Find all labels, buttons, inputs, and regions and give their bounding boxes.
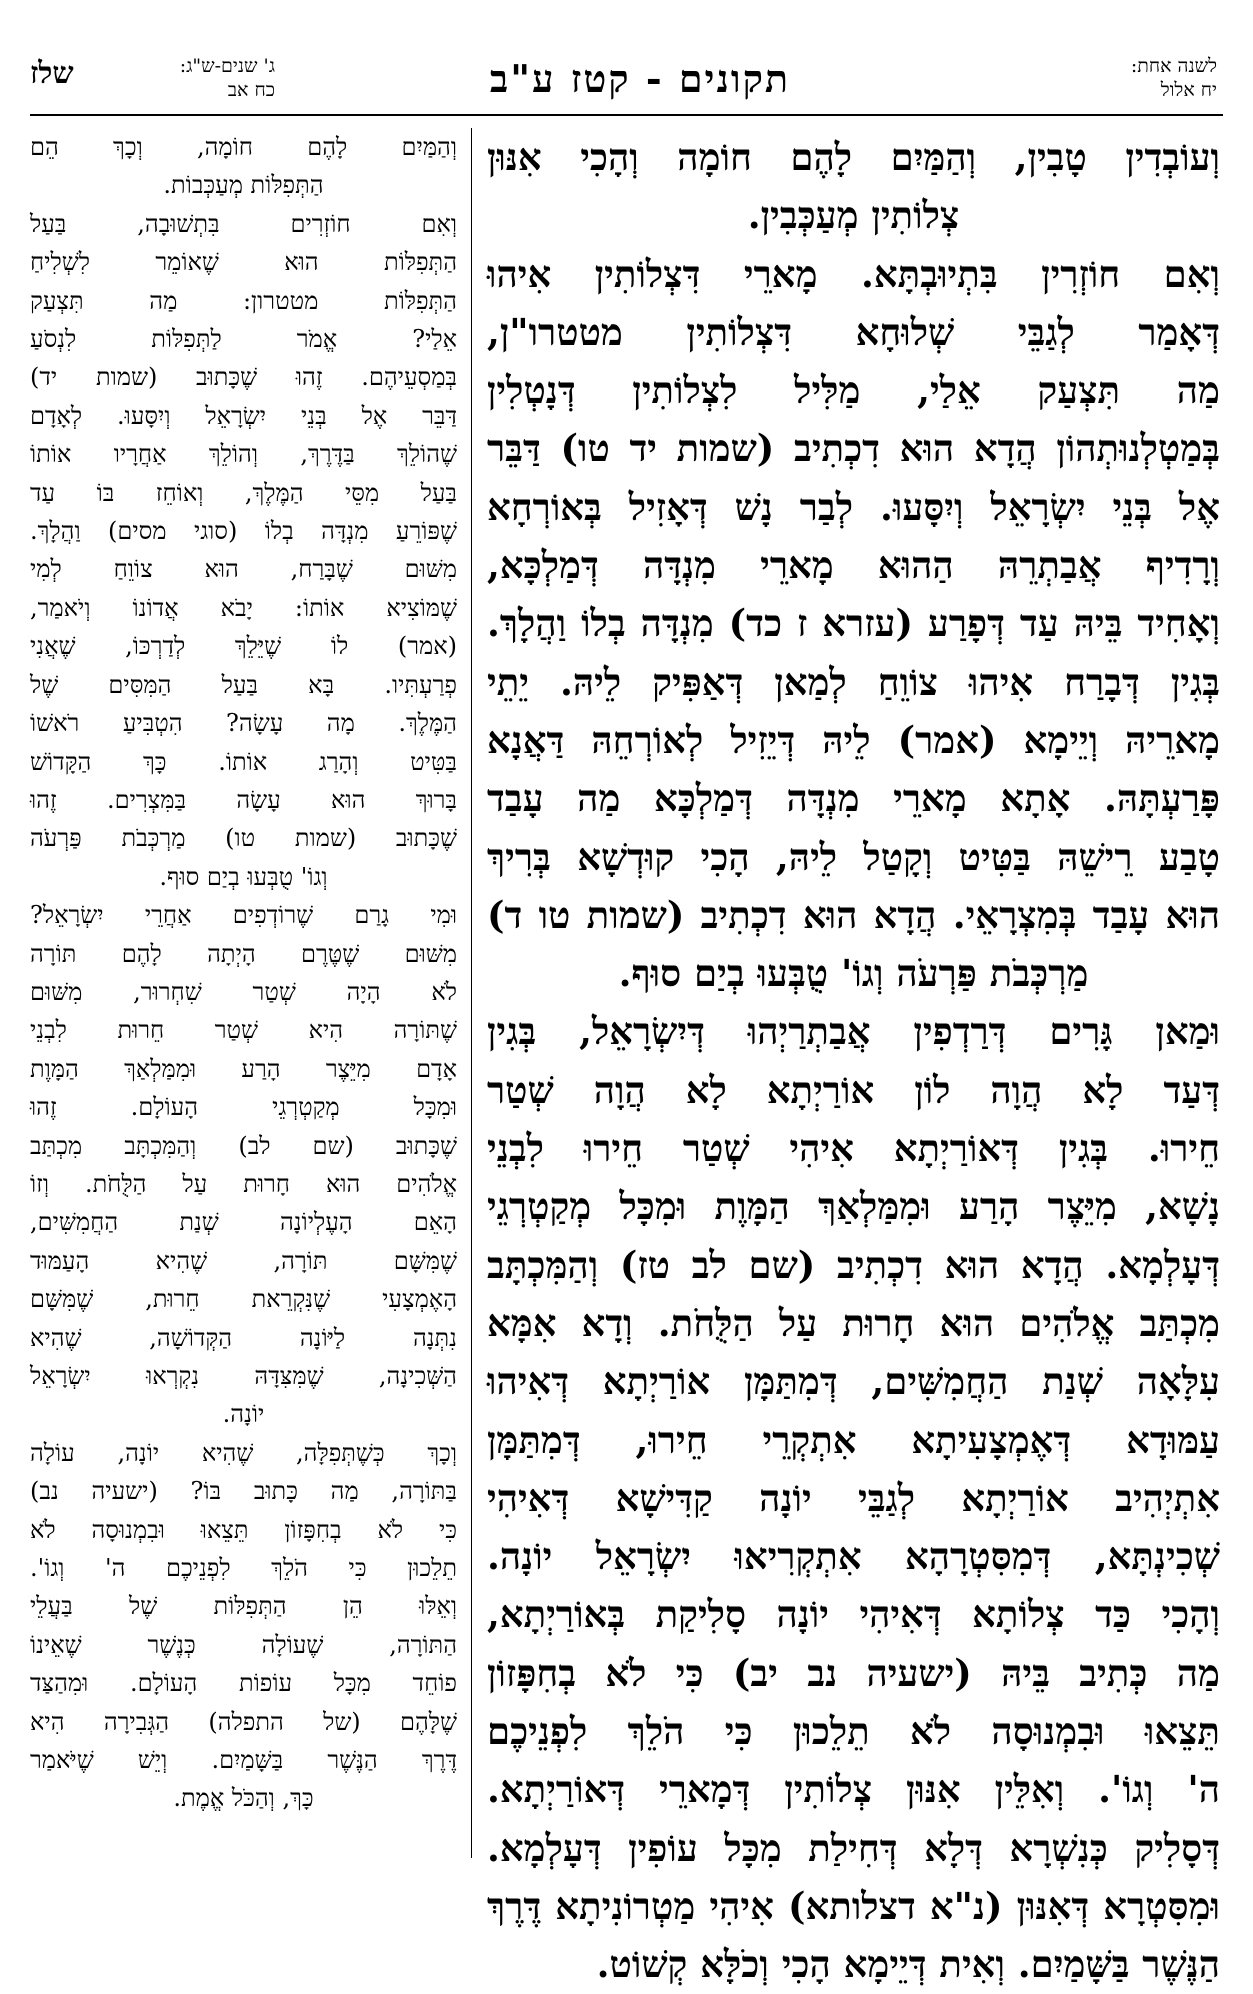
text-line: בַּתּוֹרָה, מַה כָּתוּב בּוֹ? (ישעיה נב) bbox=[30, 1477, 457, 1506]
text-line: חֵירוּ. בְּגִין דְּאוֹרַיְתָא אִיהִי שְׁטַר חֵירוּ לִבְנֵי bbox=[487, 1126, 1220, 1171]
text-line: בָּרוּךְ הוּא עָשָׂה בַּמִּצְרִים. זֶהוּ bbox=[30, 785, 457, 814]
text-line: מַה כְּתִיב בֵּיהּ (ישעיה נב יב) כִּי לֹא בְחִפָּזוֹן bbox=[487, 1650, 1220, 1695]
text-line: דֶּרֶךְ הַנֶּשֶׁר בַּשָּׁמַיִם. וְיֵשׁ שֶׁיֹּאמַר bbox=[30, 1746, 457, 1775]
text-line: מִכְתַּב אֱלֹהִים הוּא חָרוּת עַל הַלֻּחֹת. וְדָא אִמָּא bbox=[487, 1300, 1220, 1345]
text-line: מִשּׁוּם שֶׁטֶּרֶם הָיְתָה לָהֶם תּוֹרָה bbox=[30, 939, 457, 968]
text-line: שֶׁמִּשָּׁם תּוֹרָה, שֶׁהִיא הָעַמּוּד bbox=[30, 1246, 457, 1275]
text-line: לֹא הָיָה שְׁטַר שִׁחְרוּר, מִשּׁוּם bbox=[30, 977, 457, 1006]
text-line: דַּבֵּר אֶל בְּנֵי יִשְׂרָאֵל וְיִסָּעוּ. לְאָדָם bbox=[30, 401, 457, 430]
page-header bbox=[30, 54, 1223, 116]
text-line: שֶׁמּוֹצִיא אוֹתוֹ: יָבֹא אֲדוֹנוֹ וְיֹאמַר, bbox=[30, 593, 457, 622]
text-line: הַנֶּשֶׁר בַּשָּׁמַיִם. וְאִית דְּיֵימָא הָכִי וְכֹלָּא קְשׁוֹט. bbox=[596, 1942, 1220, 1987]
text-line: וְגוֹ' טֻבְּעוּ בְיַם סוּף. bbox=[159, 862, 328, 891]
schedule-one-year-label: לשנה אחת: bbox=[1130, 55, 1217, 77]
text-line: שֶׁלָּהֶם (של התפלה) הַגְּבִירָה הִיא bbox=[30, 1707, 457, 1736]
text-line: דְּעַד לָא הֲוָה לוֹן אוֹרַיְתָא לָא הֲוָה שְׁטַר bbox=[487, 1067, 1220, 1112]
text-line: בְּמַסְעֵיהֶם. זֶהוּ שֶׁכָּתוּב (שמות יד) bbox=[30, 363, 457, 392]
text-line: וְעוֹבְדִין טָבִין, וְהַמַּיִם לָהֶם חוֹמָה וְהָכִי אִנּוּן bbox=[487, 135, 1220, 179]
text-line: אָדָם מִיֵּצֶר הָרַע וּמִמַּלְאַךְ הַמָּוֶת bbox=[30, 1054, 457, 1083]
text-line: דְּסָלִיק כְּנִשְׁרָא דְּלָא דְּחִילַת מִכָּל עוֹפִין דְּעָלְמָא. bbox=[487, 1825, 1220, 1870]
text-line: כִּי לֹא בְחִפָּזוֹן תֵּצֵאוּ וּבִמְנוּסָה לֹא bbox=[30, 1515, 457, 1544]
text-line: מַרְכְּבֹת פַּרְעֹה וְגוֹ' טֻבְּעוּ בְיַם סוּף. bbox=[618, 951, 1089, 996]
text-line: הוּא עָבַד בְּמִצְרָאֵי. הֲדָא הוּא דִכְתִיב (שמות טו ד) bbox=[487, 892, 1220, 937]
text-line: עִלָּאָה שְׁנַת הַחֲמִשִּׁים, דְּמִתַּמָּן אוֹרַיְתָא דְּאִיהוּ bbox=[487, 1359, 1220, 1404]
page-number: שלז bbox=[30, 56, 74, 91]
text-line: הָאֶמְצָעִי שֶׁנִּקְרֵאת חֵרוּת, שֶׁמִּשָּׁם bbox=[30, 1285, 457, 1314]
text-line: הַמֶּלֶךְ. מָה עָשָׂה? הִטְבִּיעַ רֹאשׁוֹ bbox=[30, 709, 457, 738]
column-divider bbox=[471, 128, 472, 1858]
text-line: וְהַמַּיִם לָהֶם חוֹמָה, וְכָךְ הֵם bbox=[30, 133, 457, 161]
text-line: שֶׁתּוֹרָה הִיא שְׁטַר חֵרוּת לִבְנֵי bbox=[30, 1016, 457, 1045]
text-line: תֵלֵכוּן כִּי הֹלֵךְ לִפְנֵיכֶם ה' וְגוֹ'. bbox=[30, 1554, 457, 1583]
text-line: שְׁכִינְתָּא, דְּמִסִּטְרָהָא אִתְקְרִיאוּ יִשְׂרָאֵל יוֹנָה. bbox=[487, 1534, 1220, 1579]
schedule-one-year bbox=[1131, 54, 1217, 102]
text-line: תֵּצֵאוּ וּבִמְנוּסָה לֹא תֵלֵכוּן כִּי הֹלֵךְ לִפְנֵיכֶם bbox=[487, 1709, 1220, 1754]
text-line: הַתְּפִלּוֹת מטטרון: מַה תִּצְעַק bbox=[30, 286, 457, 315]
text-line: מָארֵיהּ וְיֵימָא (אמר) לֵיהּ דְּיֵזִיל לְאוֹרְחֵהּ דַּאֲנָא bbox=[487, 717, 1220, 762]
text-line: שֶׁפּוֹרֵעַ מִנְדָּה בְלוֹ (סוגי מסים) וַהֲלָךְ. bbox=[30, 517, 457, 546]
text-line: פוֹחֵד מִכָּל עוֹפוֹת הָעוֹלָם. וּמִהַצַּד bbox=[30, 1669, 457, 1698]
text-line: וְאִם חוֹזְרִין בִּתְיוּבְתָּא. מָארֵי דִּצְלוֹתִין אִיהוּ bbox=[487, 251, 1220, 296]
text-line: עַמּוּדָא דְּאֶמְצָעִיתָא אִתְקְרֵי חֵירוּ, דְּמִתַּמָּן bbox=[487, 1417, 1220, 1462]
text-line: בַּעַל מִסֵּי הַמֶּלֶךְ, וְאוֹחֵז בּוֹ עַד bbox=[30, 478, 457, 507]
text-line: וּמַאן גָּרִים דְּרַדְפִין אֲבַתְרַיְהוּ דְּיִשְׂרָאֵל, בְּגִין bbox=[487, 1009, 1220, 1054]
text-line: אִתְיְהִיב אוֹרַיְתָא לְגַבֵּי יוֹנָה קַדִּישָׁא דְּאִיהִי bbox=[487, 1475, 1220, 1520]
text-line: (אמר) לוֹ שֶׁיֵּלֵךְ לְדַרְכּוֹ, שֶׁאֲנִי bbox=[30, 632, 457, 661]
text-line: בְּגִין דְּבָרַח אִיהוּ צוֹוֵחַ לְמַאן דְּאַפִּיק לֵיהּ. יֵתֵי bbox=[487, 659, 1220, 704]
text-line: ה' וְגוֹ'. וְאִלֵּין אִנּוּן צְלוֹתִין דְּמָארֵי דְּאוֹרַיְתָא. bbox=[487, 1767, 1220, 1812]
translation-text-column bbox=[30, 128, 457, 1858]
text-line: טָבַע רֵישֵׁהּ בַּטִּיט וְקָטַל לֵיהּ, הָכִי קוּדְשָׁא בְּרִיךְ bbox=[487, 834, 1220, 879]
text-line: מַה תִּצְעַק אֵלַי, מַלִּיל לִצְלוֹתִין דְּנָטְלִין bbox=[487, 368, 1220, 413]
main-aramaic-text-column bbox=[487, 128, 1220, 1987]
text-line: הַתְּפִלּוֹת הוּא שֶׁאוֹמֵר לִשְׁלִיחַ bbox=[30, 248, 457, 277]
text-line: כָּךְ, וְהַכֹּל אֱמֶת. bbox=[173, 1784, 314, 1813]
text-line: שֶׁכָּתוּב (שם לב) וְהַמִּכְתָּב מִכְתַּב bbox=[30, 1131, 457, 1160]
text-line: אֶל בְּנֵי יִשְׂרָאֵל וְיִסָּעוּ. לְבַר נָשׁ דְּאָזִיל בְּאוֹרְחָא bbox=[487, 484, 1220, 529]
schedule-three-years-date: כח אב bbox=[227, 79, 275, 101]
text-line: דְּעָלְמָא. הֲדָא הוּא דִכְתִיב (שם לב טז) וְהַמִּכְתָּב bbox=[487, 1242, 1220, 1287]
text-line: וְהָכִי כַּד צְלוֹתָא דְּאִיהִי יוֹנָה סָלִיקַת בְּאוֹרַיְתָא, bbox=[487, 1592, 1220, 1637]
text-line: נִתְּנָה לַיּוֹנָה הַקְּדוֹשָׁה, שֶׁהִיא bbox=[30, 1323, 457, 1352]
text-line: אֵלַי? אֱמֹר לַתְּפִלּוֹת לִנְסֹעַ bbox=[30, 325, 457, 354]
text-line: שֶׁהוֹלֵךְ בַּדֶּרֶךְ, וְהוֹלֵךְ אַחֲרָיו אוֹתוֹ bbox=[30, 440, 457, 469]
text-line: וְרָדִיף אֲבַתְרֵהּ הַהוּא מָארֵי מִנְדָּה דְּמַלְכָּא, bbox=[487, 543, 1220, 588]
text-line: בְּמַטְלְנוּתְהוֹן הֲדָא הוּא דִכְתִיב (שמות יד טו) דַּבֵּר bbox=[487, 426, 1220, 471]
schedule-three-years bbox=[125, 54, 275, 102]
text-line: פָּרַעְתָּהּ. אָתָא מָארֵי מִנְדָּה דְּמַלְכָּא מַה עָבַד bbox=[487, 776, 1220, 821]
text-line: וּמִי גָרַם שֶׁרוֹדְפִים אַחֲרֵי יִשְׂרָאֵל? bbox=[30, 901, 457, 930]
text-line: הַתְּפִלּוֹת מְעַכְּבוֹת. bbox=[163, 171, 324, 200]
text-line: שֶׁכָּתוּב (שמות טו) מַרְכְּבֹת פַּרְעֹה bbox=[30, 824, 457, 853]
schedule-one-year-date: יח אלול bbox=[1160, 79, 1217, 101]
text-line: הָאֵם הָעֶלְיוֹנָה שְׁנַת הַחֲמִשִּׁים, bbox=[30, 1208, 457, 1237]
text-line: בַּטִּיט וְהָרַג אוֹתוֹ. כָּךְ הַקָּדוֹשׁ bbox=[30, 747, 457, 776]
text-line: וְאֵלּוּ הֵן הַתְּפִלּוֹת שֶׁל בַּעֲלֵי bbox=[30, 1592, 457, 1621]
text-line: יוֹנָה. bbox=[222, 1400, 265, 1429]
text-line: וְכָךְ כְּשֶׁתְּפִלָּה, שֶׁהִיא יוֹנָה, עוֹלָה bbox=[30, 1438, 457, 1467]
text-line: וּמִכָּל מְקַטְרְגֵי הָעוֹלָם. זֶהוּ bbox=[30, 1093, 457, 1122]
text-line: פְרַעְתִּיו. בָּא בַּעַל הַמִּסִּים שֶׁל bbox=[30, 670, 457, 699]
text-line: וְאָחִיד בֵּיהּ עַד דְּפָרַע (עזרא ז כד) מִנְדָּה בְלוֹ וַהֲלָךְ. bbox=[487, 601, 1220, 646]
text-line: וְאִם חוֹזְרִים בִּתְשׁוּבָה, בַּעַל bbox=[30, 209, 457, 238]
text-line: דְּאָמַר לְגַבֵּי שְׁלוּחָא דִּצְלוֹתִין מטטרו"ן, bbox=[487, 309, 1220, 354]
text-line: הַתּוֹרָה, שֶׁעוֹלָה כְּנֶשֶׁר שֶׁאֵינוֹ bbox=[30, 1630, 457, 1659]
text-line: הַשְּׁכִינָה, שֶׁמִּצִּדָּהּ נִקְרְאוּ יִשְׂרָאֵל bbox=[30, 1362, 457, 1390]
schedule-three-years-label: ג' שנים-ש"ג: bbox=[179, 55, 275, 77]
text-line: מִשּׁוּם שֶׁבָּרַח, הוּא צוֹוֵחַ לְמִי bbox=[30, 555, 457, 584]
text-line: נָשָׁא, מִיֵּצֶר הָרַע וּמִמַּלְאַךְ הַמָּוֶת וּמִכָּל מְקַטְרְגֵי bbox=[487, 1184, 1220, 1229]
header-rule bbox=[30, 114, 1223, 116]
text-line: צְלוֹתִין מְעַכְּבִין. bbox=[747, 193, 960, 238]
text-line: אֱלֹהִים הוּא חָרוּת עַל הַלֻּחֹת. וְזוֹ bbox=[30, 1169, 457, 1198]
page-title: תקונים - קטז ע"ב bbox=[489, 56, 791, 101]
text-line: וּמִסִּטְרָא דְּאִנּוּן (נ"א דצלותא) אִיהִי מַטְרוֹנִיתָא דֶּרֶךְ bbox=[487, 1883, 1220, 1928]
